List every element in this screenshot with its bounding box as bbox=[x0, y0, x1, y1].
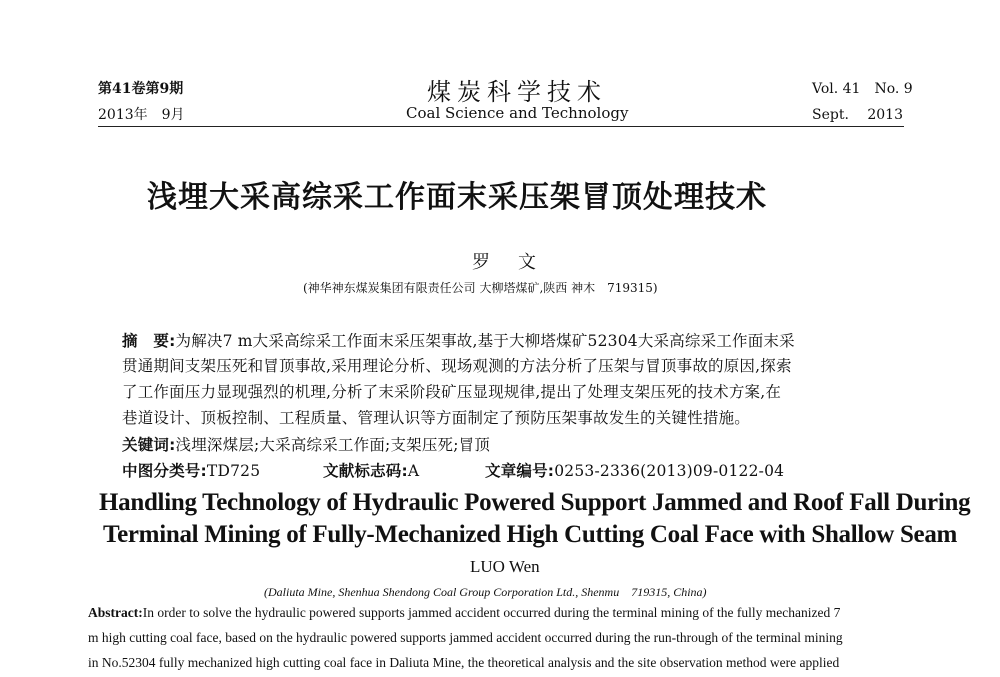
abstract-cn-line: 巷道设计、顶板控制、工程质量、管理认识等方面制定了预防压架事故发生的关键性措施。 bbox=[122, 409, 751, 427]
clc-value: TD725 bbox=[206, 462, 261, 480]
article-title-en-line: Handling Technology of Hydraulic Powered Support Jammed and Roof Fall During bbox=[99, 489, 971, 516]
author-en: LUO Wen bbox=[470, 557, 540, 576]
author-cn: 罗文 bbox=[472, 252, 564, 273]
journal-title-en: Coal Science and Technology bbox=[406, 104, 629, 122]
header-rule bbox=[98, 126, 904, 127]
affiliation-en: (Daliuta Mine, Shenhua Shendong Coal Group Corporation Ltd., Shenmu 719315, China) bbox=[264, 585, 707, 599]
abstract-en-line bbox=[88, 605, 840, 621]
document-code bbox=[323, 459, 419, 481]
keywords-text: 浅埋深煤层;大采高综采工作面;支架压死;冒顶 bbox=[175, 436, 491, 454]
document-code-label: 文献标志码: bbox=[323, 462, 408, 480]
clc-number bbox=[122, 459, 260, 481]
keywords-cn bbox=[122, 433, 490, 455]
date-cn: 2013年 9月 bbox=[98, 107, 185, 123]
abstract-en-text: In order to solve the hydraulic powered supports jammed accident occurred during the terminal mining of the fully mechanized 7 bbox=[142, 605, 841, 620]
document-code-value: A bbox=[407, 462, 420, 480]
article-title-cn: 浅埋大采高综采工作面末采压架冒顶处理技术 bbox=[147, 180, 767, 215]
article-number-value: 0253-2336(2013)09-0122-04 bbox=[554, 462, 785, 480]
abstract-en-label: Abstract: bbox=[88, 605, 143, 620]
article-number-label: 文章编号: bbox=[485, 462, 555, 480]
abstract-cn-line bbox=[122, 329, 795, 351]
abstract-cn-line: 了工作面压力显现强烈的机理,分析了末采阶段矿压显现规律,提出了处理支架压死的技术方案,在 bbox=[122, 383, 782, 401]
abstract-cn-line: 贯通期间支架压死和冒顶事故,采用理论分析、现场观测的方法分析了压架与冒顶事故的原因,探索 bbox=[122, 357, 792, 375]
abstract-cn-label: 摘 要: bbox=[122, 332, 176, 350]
abstract-cn-text: 为解决7 m大采高综采工作面末采压架事故,基于大柳塔煤矿52304大采高综采工作面末采 bbox=[175, 332, 795, 350]
affiliation-cn: (神华神东煤炭集团有限责任公司 大柳塔煤矿,陕西 神木 719315) bbox=[303, 281, 658, 295]
volume-issue-cn: 第41卷第9期 bbox=[98, 81, 184, 97]
abstract-en-line: in No.52304 fully mechanized high cutting coal face in Daliuta Mine, the theoretical analysis and the site observation method were applied bbox=[88, 655, 840, 670]
date-en: Sept. 2013 bbox=[812, 107, 903, 123]
article-title-en-line: Terminal Mining of Fully-Mechanized High Cutting Coal Face with Shallow Seam bbox=[103, 521, 958, 548]
journal-title-cn: 煤炭科学技术 bbox=[427, 78, 607, 106]
abstract-en-line: m high cutting coal face, based on the hydraulic powered supports jammed accident occurred during the run-through of the terminal mining bbox=[88, 630, 843, 645]
keywords-label: 关键词: bbox=[122, 436, 176, 454]
volume-issue-en: Vol. 41 No. 9 bbox=[812, 81, 913, 97]
article-number bbox=[485, 459, 784, 481]
clc-label: 中图分类号: bbox=[122, 462, 207, 480]
